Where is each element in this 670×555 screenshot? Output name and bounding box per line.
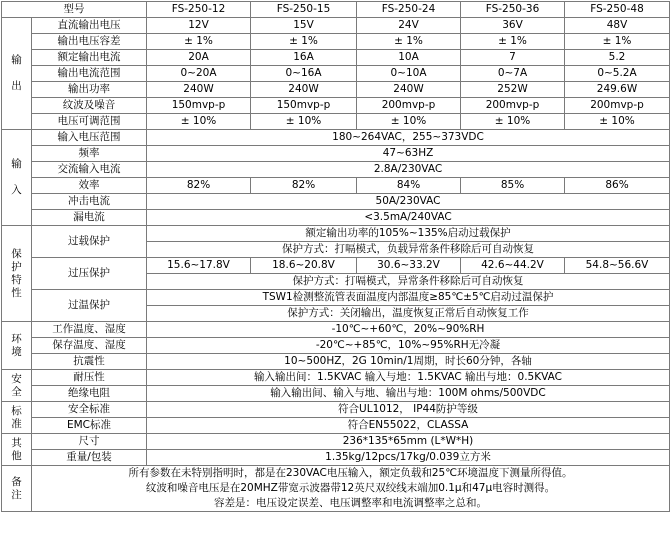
cell-value: 180~264VAC，255~373VDC xyxy=(147,130,670,146)
group-char: 备 xyxy=(11,475,22,488)
output-row xyxy=(2,18,670,34)
note-line: 容差是：电压设定误差、电压调整率和电流调整率之总和。 xyxy=(214,497,487,509)
cell-value: 符合EN55022，CLASSA xyxy=(147,418,670,434)
other-group-label xyxy=(2,434,32,466)
group-char: 保 xyxy=(11,247,22,260)
protection-row xyxy=(2,258,670,274)
safety-group-label xyxy=(2,370,32,402)
model-label: 型号 xyxy=(2,2,147,18)
model-name: FS-250-24 xyxy=(357,2,461,18)
cell-value: 200mvp-p xyxy=(565,98,670,114)
cell-value: 236*135*65mm (L*W*H) xyxy=(147,434,670,450)
cell-value: 48V xyxy=(565,18,670,34)
cell-value: 240W xyxy=(251,82,357,98)
row-label: 重量/包装 xyxy=(32,450,147,466)
output-group-label xyxy=(2,18,32,130)
row-label: 保存温度、湿度 xyxy=(32,338,147,354)
cell-value: 15.6~17.8V xyxy=(147,258,251,274)
group-char: 环 xyxy=(11,332,22,345)
cell-value: 7 xyxy=(461,50,565,66)
protection-group-label xyxy=(2,226,32,322)
cell-value: 0~20A xyxy=(147,66,251,82)
note-line: 所有参数在未特别指明时，都是在230VAC电压输入，额定负载和25℃环境温度下测量所得值。 xyxy=(128,467,573,479)
group-char: 准 xyxy=(11,417,22,430)
notes-group-label xyxy=(2,466,32,512)
cell-value: 20A xyxy=(147,50,251,66)
model-name: FS-250-12 xyxy=(147,2,251,18)
cell-value: ± 10% xyxy=(461,114,565,130)
standards-row xyxy=(2,418,670,434)
cell-value: <3.5mA/240VAC xyxy=(147,210,670,226)
output-row xyxy=(2,114,670,130)
input-row xyxy=(2,210,670,226)
row-label: 尺寸 xyxy=(32,434,147,450)
cell-value: 240W xyxy=(357,82,461,98)
cell-value: 24V xyxy=(357,18,461,34)
note-line: 纹波和噪音电压是在20MHZ带宽示波器带12英尺双绞线末端加0.1μ和47μ电容时测得。 xyxy=(145,482,556,494)
cell-value: ± 1% xyxy=(461,34,565,50)
cell-value: 47~63HZ xyxy=(147,146,670,162)
spec-table xyxy=(1,1,670,512)
cell-value: 5.2 xyxy=(565,50,670,66)
cell-value: -10℃~+60℃，20%~90%RH xyxy=(147,322,670,338)
cell-value: 12V xyxy=(147,18,251,34)
row-label: 抗震性 xyxy=(32,354,147,370)
cell-value: 18.6~20.8V xyxy=(251,258,357,274)
cell-value: 额定输出功率的105%~135%启动过载保护 xyxy=(147,226,670,242)
environment-row xyxy=(2,322,670,338)
cell-value: ± 1% xyxy=(147,34,251,50)
output-row xyxy=(2,50,670,66)
model-name: FS-250-36 xyxy=(461,2,565,18)
cell-value: 保护方式：打嗝模式，负载异常条件移除后可自动恢复 xyxy=(147,242,670,258)
row-label: 纹波及噪音 xyxy=(32,98,147,114)
row-label: 输出电流范围 xyxy=(32,66,147,82)
safety-row xyxy=(2,370,670,386)
model-name: FS-250-15 xyxy=(251,2,357,18)
environment-row xyxy=(2,338,670,354)
row-label: 电压可调范围 xyxy=(32,114,147,130)
cell-value: ± 1% xyxy=(251,34,357,50)
cell-value: 82% xyxy=(147,178,251,194)
row-label: 工作温度、湿度 xyxy=(32,322,147,338)
row-label: 安全标准 xyxy=(32,402,147,418)
cell-value: 82% xyxy=(251,178,357,194)
output-row xyxy=(2,82,670,98)
group-char: 注 xyxy=(11,488,22,501)
row-label: 效率 xyxy=(32,178,147,194)
notes-cell xyxy=(32,466,670,512)
row-label: 耐压性 xyxy=(32,370,147,386)
cell-value: 150mvp-p xyxy=(147,98,251,114)
group-char: 性 xyxy=(11,286,22,299)
environment-group-label xyxy=(2,322,32,370)
model-name: FS-250-48 xyxy=(565,2,670,18)
standards-row xyxy=(2,402,670,418)
cell-value: ± 1% xyxy=(357,34,461,50)
cell-value: 36V xyxy=(461,18,565,34)
cell-value: 0~16A xyxy=(251,66,357,82)
group-char: 境 xyxy=(11,345,22,358)
cell-value: 85% xyxy=(461,178,565,194)
cell-value: 54.8~56.6V xyxy=(565,258,670,274)
cell-value: 15V xyxy=(251,18,357,34)
safety-row xyxy=(2,386,670,402)
cell-value: 0~10A xyxy=(357,66,461,82)
cell-value: 0~7A xyxy=(461,66,565,82)
cell-value: TSW1检测整流管表面温度内部温度≥85℃±5℃启动过温保护 xyxy=(147,290,670,306)
cell-value: 150mvp-p xyxy=(251,98,357,114)
group-char: 其 xyxy=(11,436,22,449)
cell-value: ± 10% xyxy=(251,114,357,130)
cell-value: 30.6~33.2V xyxy=(357,258,461,274)
row-label: 输出电压容差 xyxy=(32,34,147,50)
protection-row xyxy=(2,226,670,242)
row-label: 冲击电流 xyxy=(32,194,147,210)
cell-value: 1.35kg/12pcs/17kg/0.039立方米 xyxy=(147,450,670,466)
cell-value: ± 1% xyxy=(565,34,670,50)
row-label: 直流输出电压 xyxy=(32,18,147,34)
group-char: 他 xyxy=(11,449,22,462)
group-char: 安 xyxy=(11,372,22,385)
group-char: 输 xyxy=(11,158,22,170)
cell-value: ± 10% xyxy=(565,114,670,130)
cell-value: 10~500HZ，2G 10min/1周期，时长60分钟，各轴 xyxy=(147,354,670,370)
row-label: 绝缘电阻 xyxy=(32,386,147,402)
cell-value: 保护方式：关闭输出，温度恢复正常后自动恢复工作 xyxy=(147,306,670,322)
environment-row xyxy=(2,354,670,370)
other-row xyxy=(2,450,670,466)
cell-value: 249.6W xyxy=(565,82,670,98)
group-char: 护 xyxy=(11,260,22,273)
input-row xyxy=(2,146,670,162)
other-row xyxy=(2,434,670,450)
row-label: 输入电压范围 xyxy=(32,130,147,146)
output-row xyxy=(2,34,670,50)
cell-value: 200mvp-p xyxy=(357,98,461,114)
row-label: 过温保护 xyxy=(32,290,147,322)
cell-value: 10A xyxy=(357,50,461,66)
row-label: 交流输入电流 xyxy=(32,162,147,178)
cell-value: ± 10% xyxy=(147,114,251,130)
group-char: 标 xyxy=(11,404,22,417)
cell-value: 200mvp-p xyxy=(461,98,565,114)
cell-value: 84% xyxy=(357,178,461,194)
input-row xyxy=(2,178,670,194)
group-char: 出 xyxy=(11,80,22,92)
group-char: 特 xyxy=(11,273,22,286)
row-label: 频率 xyxy=(32,146,147,162)
group-char: 全 xyxy=(11,385,22,398)
row-label: 漏电流 xyxy=(32,210,147,226)
notes-row xyxy=(2,466,670,512)
cell-value: -20℃~+85℃，10%~95%RH无冷凝 xyxy=(147,338,670,354)
input-row xyxy=(2,162,670,178)
row-label: 过压保护 xyxy=(32,258,147,290)
output-row xyxy=(2,98,670,114)
input-group-label xyxy=(2,130,32,226)
cell-value: 0~5.2A xyxy=(565,66,670,82)
group-char: 入 xyxy=(11,184,22,196)
cell-value: 保护方式：打嗝模式，异常条件移除后可自动恢复 xyxy=(147,274,670,290)
cell-value: 2.8A/230VAC xyxy=(147,162,670,178)
cell-value: 42.6~44.2V xyxy=(461,258,565,274)
row-label: EMC标准 xyxy=(32,418,147,434)
row-label: 额定输出电流 xyxy=(32,50,147,66)
row-label: 过载保护 xyxy=(32,226,147,258)
header-row xyxy=(2,2,670,18)
cell-value: 符合UL1012， IP44防护等级 xyxy=(147,402,670,418)
protection-row xyxy=(2,290,670,306)
cell-value: 16A xyxy=(251,50,357,66)
input-row xyxy=(2,130,670,146)
row-label: 输出功率 xyxy=(32,82,147,98)
cell-value: 86% xyxy=(565,178,670,194)
cell-value: 输入输出间：1.5KVAC 输入与地：1.5KVAC 输出与地：0.5KVAC xyxy=(147,370,670,386)
group-char: 输 xyxy=(11,54,22,66)
cell-value: 252W xyxy=(461,82,565,98)
cell-value: ± 10% xyxy=(357,114,461,130)
output-row xyxy=(2,66,670,82)
cell-value: 输入输出间、输入与地、输出与地：100M ohms/500VDC xyxy=(147,386,670,402)
standards-group-label xyxy=(2,402,32,434)
cell-value: 240W xyxy=(147,82,251,98)
cell-value: 50A/230VAC xyxy=(147,194,670,210)
input-row xyxy=(2,194,670,210)
